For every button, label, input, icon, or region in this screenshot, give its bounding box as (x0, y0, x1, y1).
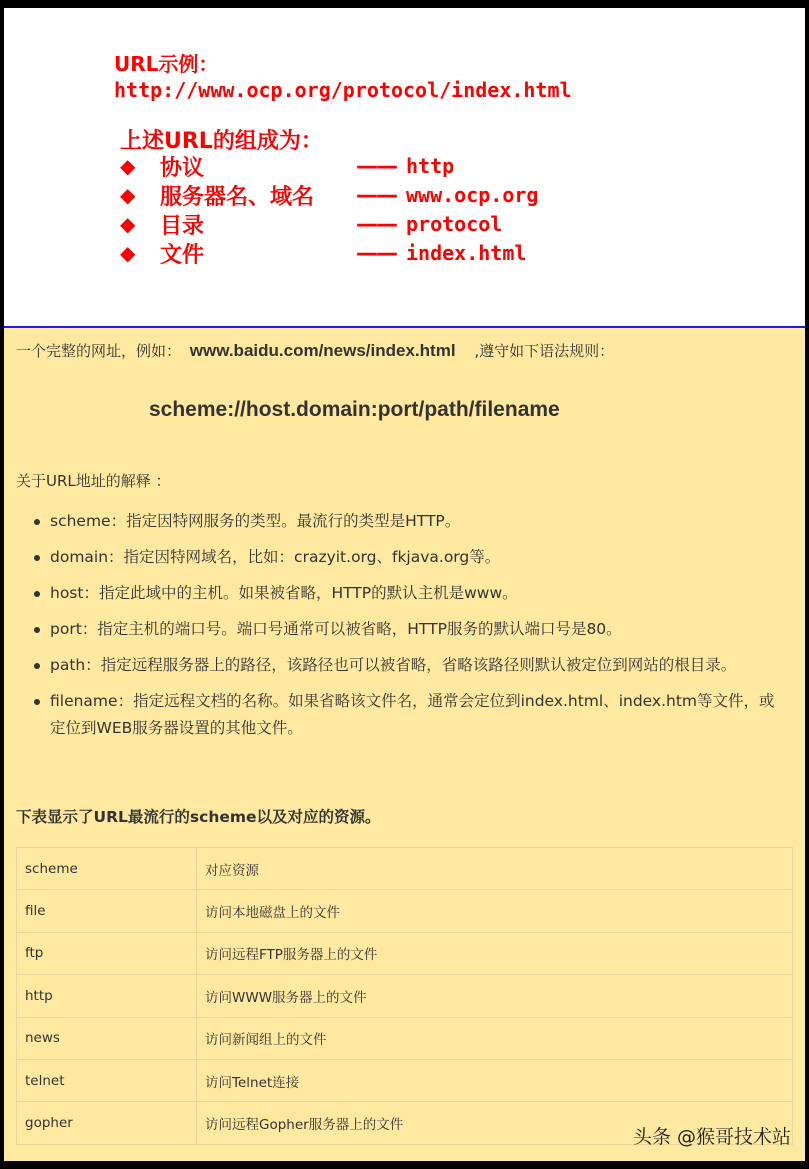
table-row (17, 1059, 793, 1101)
table-cell: 访问远程Gopher服务器上的文件 (197, 1102, 793, 1144)
intro-prefix: 一个完整的网址，例如： (16, 342, 182, 360)
list-item (20, 580, 790, 607)
table-row (17, 1017, 793, 1059)
bullet-dot-icon (34, 519, 40, 525)
diamond-bullet-icon: ◆ (120, 183, 136, 207)
part-value: protocol (406, 212, 503, 236)
table-cell: 访问Telnet连接 (197, 1059, 793, 1101)
diamond-bullet-icon: ◆ (120, 241, 136, 265)
part-name: 服务器名、域名 (160, 184, 315, 210)
part-name: 目录 (160, 213, 205, 239)
example-title: URL示例： (114, 52, 219, 76)
part-dash: —— (356, 182, 396, 208)
intro-suffix: ,遵守如下语法规则： (474, 342, 615, 360)
diamond-bullet-icon: ◆ (120, 212, 136, 236)
list-item-text: scheme：指定因特网服务的类型。最流行的类型是HTTP。 (50, 512, 461, 530)
bullet-dot-icon (34, 699, 40, 705)
part-row-file (120, 239, 526, 267)
table-row (17, 975, 793, 1017)
bullet-dot-icon (34, 663, 40, 669)
list-item-text: domain：指定因特网域名，比如：crazyit.org、fkjava.org等。 (50, 548, 501, 566)
page-frame (4, 8, 805, 1161)
list-item (20, 544, 790, 571)
table-cell: 访问新闻组上的文件 (197, 1017, 793, 1059)
table-cell: http (17, 975, 197, 1017)
list-item-text: filename：指定远程文档的名称。如果省略该文件名，通常会定位到index.html、index.htm等文件，或定位到WEB服务器设置的其他文件。 (50, 692, 775, 737)
list-item-text: path：指定远程服务器上的路径，该路径也可以被省略，省略该路径则默认被定位到网站的根目录。 (50, 656, 737, 674)
table-cell: news (17, 1017, 197, 1059)
table-row (17, 932, 793, 974)
list-item (20, 508, 790, 535)
part-name: 协议 (160, 155, 205, 181)
bullet-dot-icon (34, 627, 40, 633)
list-item (20, 652, 790, 679)
table-cell: 访问本地磁盘上的文件 (197, 890, 793, 932)
intro-line (16, 340, 614, 361)
watermark: 头条 @猴哥技术站 (632, 1126, 791, 1148)
table-row (17, 890, 793, 932)
table-cell: file (17, 890, 197, 932)
table-cell: 访问WWW服务器上的文件 (197, 975, 793, 1017)
list-item (20, 616, 790, 643)
part-dash: —— (356, 240, 396, 266)
diamond-bullet-icon: ◆ (120, 154, 136, 178)
part-name: 文件 (160, 242, 205, 268)
part-value: index.html (406, 241, 527, 265)
table-cell: scheme (17, 848, 197, 890)
url-example-panel (4, 8, 805, 328)
bullet-dot-icon (34, 555, 40, 561)
part-value: www.ocp.org (406, 183, 539, 207)
part-row-domain (120, 181, 538, 209)
example-url: http://www.ocp.org/protocol/index.html (114, 78, 572, 102)
intro-url: www.baidu.com/news/index.html (189, 341, 456, 360)
table-cell: telnet (17, 1059, 197, 1101)
part-row-directory (120, 210, 502, 238)
part-dash: —— (356, 211, 396, 237)
table-header-row (17, 848, 793, 890)
table-cell: ftp (17, 932, 197, 974)
table-cell: 访问远程FTP服务器上的文件 (197, 932, 793, 974)
explain-title: 关于URL地址的解释 ： (16, 472, 171, 490)
part-dash: —— (356, 153, 396, 179)
parts-title: 上述URL的组成为： (120, 129, 323, 154)
explain-list (20, 508, 790, 751)
part-value: http (406, 154, 455, 178)
table-cell: 对应资源 (197, 848, 793, 890)
bullet-dot-icon (34, 591, 40, 597)
list-item-text: port：指定主机的端口号。端口号通常可以被省略，HTTP服务的默认端口号是80。 (50, 620, 622, 638)
list-item-text: host：指定此域中的主机。如果被省略，HTTP的默认主机是www。 (50, 584, 518, 602)
table-title: 下表显示了URL最流行的scheme以及对应的资源。 (16, 808, 381, 826)
table-cell: gopher (17, 1102, 197, 1144)
url-syntax: scheme://host.domain:port/path/filename (149, 398, 560, 421)
list-item (20, 688, 790, 742)
part-row-protocol (120, 152, 454, 180)
scheme-resource-table (16, 847, 793, 1145)
article-content (4, 328, 805, 1161)
